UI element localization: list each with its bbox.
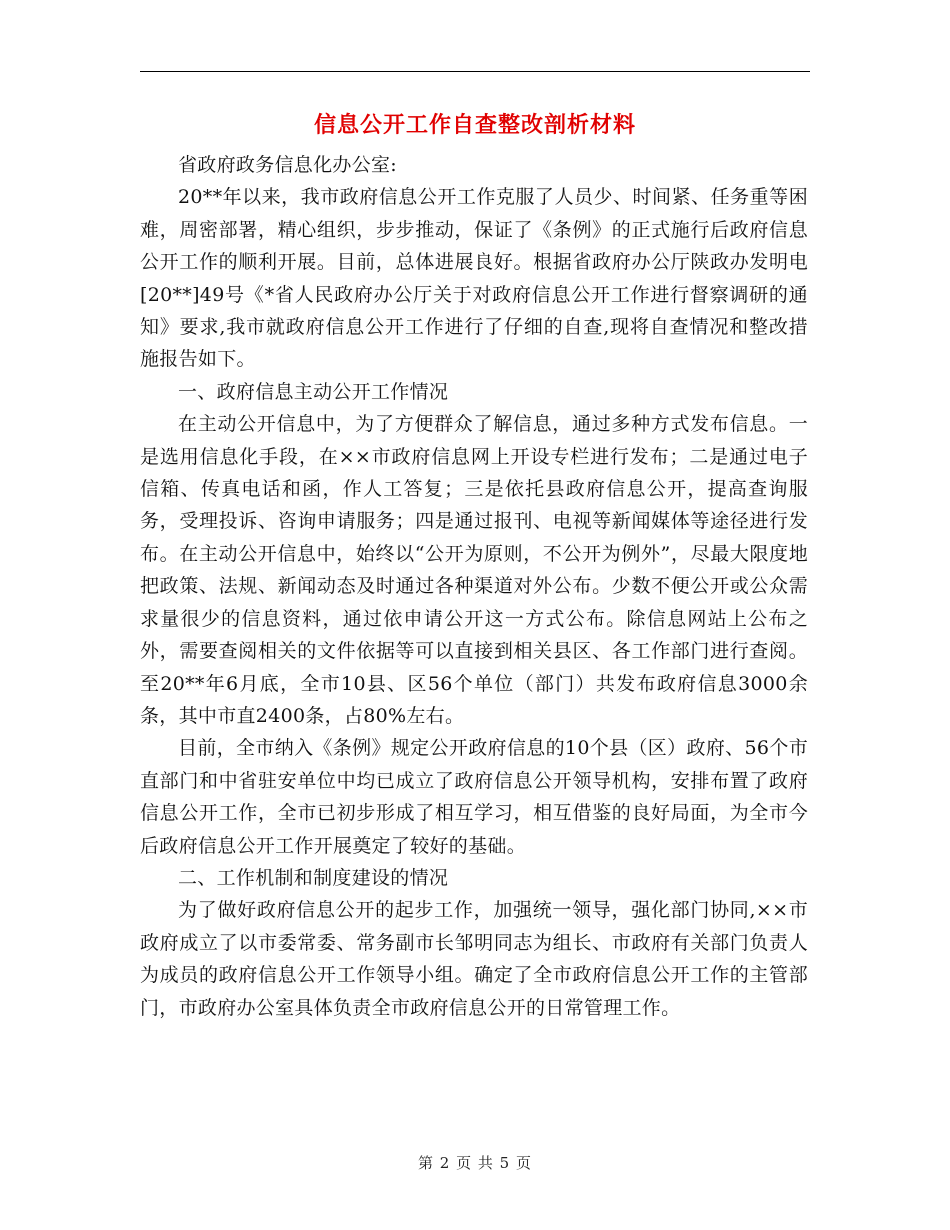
document-body bbox=[140, 149, 808, 1024]
salutation: 省政府政务信息化办公室: bbox=[178, 154, 398, 176]
section-2-paragraph-1: 为了做好政府信息公开的起步工作，加强统一领导，强化部门协同,××市政府成立了以市委常委、常务副市长邹明同志为组长、市政府有关部门负责人为成员的政府信息公开工作领导小组。确定了全市政府信息公开工作的主管部门，市政府办公室具体负责全市政府信息公开的日常管理工作。 bbox=[140, 899, 808, 1019]
section-1-paragraph-1: 在主动公开信息中，为了方便群众了解信息，通过多种方式发布信息。一是选用信息化手段，在××市政府信息网上开设专栏进行发布；二是通过电子信箱、传真电话和函，作人工答复；三是依托县政府信息公开，提高查询服务，受理投诉、咨询申请服务；四是通过报刊、电视等新闻媒体等途径进行发布。在主动公开信息中，始终以“公开为原则，不公开为例外”，尽最大限度地把政策、法规、新闻动态及时通过各种渠道对外公布。少数不便公开或公众需求量很少的信息资料，通过依申请公开这一方式公布。除信息网站上公布之外，需要查阅相关的文件依据等可以直接到相关县区、各工作部门进行查阅。至20**年6月底，全市10县、区56个单位（部门）共发布政府信息3000余条，其中市直2400条，占80%左右。 bbox=[140, 413, 808, 727]
section-heading-2: 二、工作机制和制度建设的情况 bbox=[178, 866, 449, 889]
page-number: 第 2 页 共 5 页 bbox=[418, 1154, 532, 1172]
section-heading-1: 一、政府信息主动公开工作情况 bbox=[178, 380, 449, 403]
intro-paragraph: 20**年以来，我市政府信息公开工作克服了人员少、时间紧、任务重等困难，周密部署，精心组织，步步推动，保证了《条例》的正式施行后政府信息公开工作的顺利开展。目前，总体进展良好。根据省政府办公厅陕政办发明电[20**]49号《*省人民政府办公厅关于对政府信息公开工作进行督察调研的通知》要求,我市就政府信息公开工作进行了仔细的自查,现将自查情况和整改措施报告如下。 bbox=[140, 186, 808, 371]
document-title: 信息公开工作自查整改剖析材料 bbox=[313, 113, 636, 138]
section-1-paragraph-2: 目前，全市纳入《条例》规定公开政府信息的10个县（区）政府、56个市直部门和中省驻安单位中均已成立了政府信息公开领导机构，安排布置了政府信息公开工作，全市已初步形成了相互学习，相互借鉴的良好局面，为全市今后政府信息公开工作开展奠定了较好的基础。 bbox=[140, 737, 808, 857]
header-rule bbox=[140, 71, 810, 72]
